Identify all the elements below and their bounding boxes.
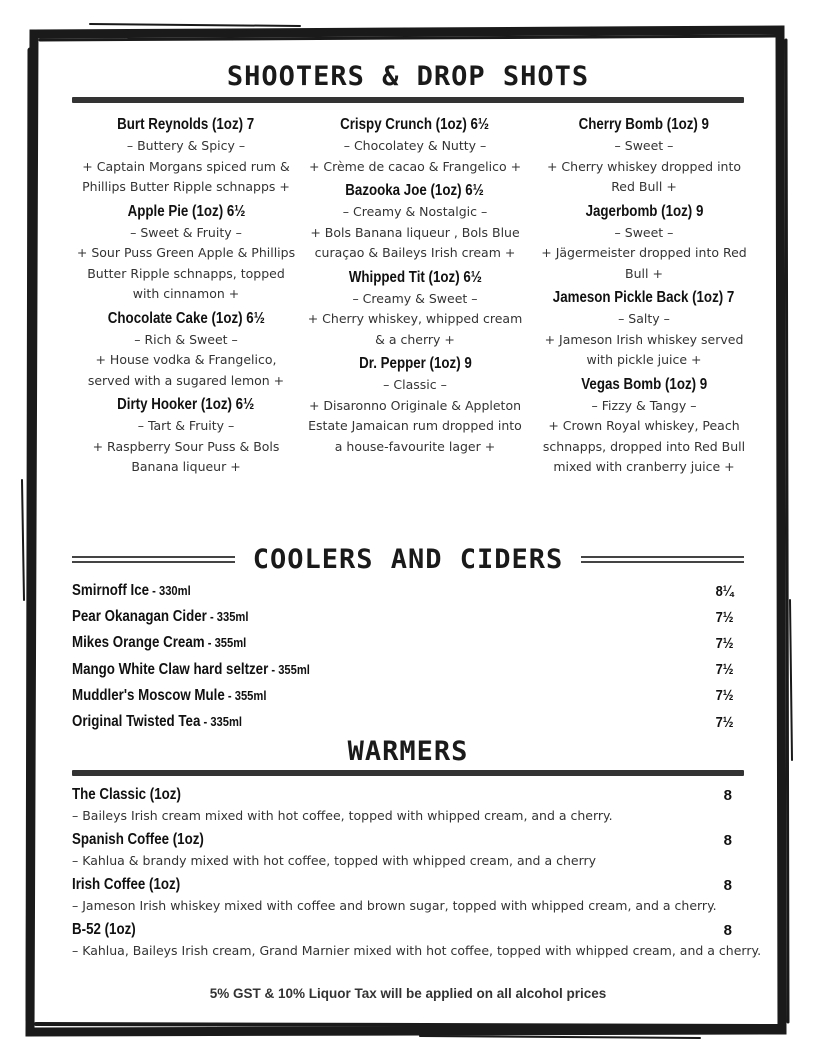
menu-item — [300, 353, 530, 457]
cooler-price: 7½ — [715, 687, 734, 705]
item-tagline: – Fizzy & Tangy – — [591, 397, 697, 413]
cooler-name: Mango White Claw hard seltzer — [72, 660, 269, 678]
menu-item — [72, 394, 300, 478]
cooler-price: 7½ — [715, 634, 734, 652]
cooler-size: - 355ml — [224, 687, 267, 703]
item-name: Jagerbomb (1oz) 9 — [585, 202, 703, 220]
warmer-description: – Jameson Irish whiskey mixed with coffee and brown sugar, topped with whipped cream, and a cherry. — [72, 898, 717, 913]
item-name: Jameson Pickle Back (1oz) 7 — [553, 289, 735, 306]
coolers-list — [72, 578, 744, 735]
item-description: + Jameson Irish whiskey served with pickle juice + — [544, 331, 744, 367]
item-tagline: – Chocolatey & Nutty – — [343, 138, 487, 153]
item-description: + Jägermeister dropped into Red Bull + — [541, 245, 747, 281]
item-tagline: – Rich & Sweet – — [134, 331, 238, 347]
warmer-price: 8 — [723, 786, 732, 804]
warmers-list — [72, 784, 762, 964]
menu-item — [530, 374, 758, 478]
cooler-name: Original Twisted Tea — [72, 713, 201, 731]
item-description: + Bols Banana liqueur , Bols Blue curaçao & Baileys Irish cream + — [310, 224, 520, 260]
warmers-section-title: WARMERS — [347, 736, 469, 767]
menu-item — [72, 201, 300, 305]
shooters-column-1 — [72, 114, 300, 481]
cooler-label — [72, 634, 246, 652]
cooler-name: Muddler's Moscow Mule — [72, 686, 225, 704]
list-item — [72, 874, 744, 916]
cooler-price: 7½ — [715, 608, 734, 626]
item-tagline: – Creamy & Nostalgic – — [342, 204, 488, 219]
list-item — [72, 919, 762, 961]
coolers-section-title: COOLERS AND CIDERS — [252, 543, 564, 575]
item-tagline: – Salty – — [618, 311, 670, 326]
list-item — [72, 709, 744, 735]
item-tagline: – Tart & Fruity – — [137, 418, 235, 433]
cooler-price: 8¼ — [715, 582, 734, 600]
item-description: + Sour Puss Green Apple & Phillips Butter Ripple schnapps, topped with cinnamon + — [76, 245, 296, 301]
item-name: Bazooka Joe (1oz) 6½ — [345, 182, 485, 199]
list-item — [72, 683, 744, 709]
item-name: Chocolate Cake (1oz) 6½ — [107, 309, 265, 327]
item-description: + Crown Royal whiskey, Peach schnapps, dropped into Red Bull mixed with cranberry juice + — [542, 418, 746, 474]
cooler-label — [72, 661, 310, 679]
item-name: Crispy Crunch (1oz) 6½ — [340, 116, 490, 133]
warmer-description: – Kahlua, Baileys Irish cream, Grand Marnier mixed with hot coffee, topped with whipped cream, and a cherry. — [72, 943, 762, 958]
list-item — [72, 657, 744, 683]
list-item — [72, 829, 744, 871]
cooler-size: - 330ml — [149, 583, 191, 599]
menu-item — [300, 114, 530, 177]
item-description: + Disaronno Originale & Appleton Estate Jamaican rum dropped into a house-favourite lager + — [308, 397, 522, 454]
item-description: + Cherry whiskey, whipped cream & a cherry + — [307, 311, 523, 347]
warmers-divider — [72, 770, 744, 776]
warmer-header — [72, 829, 744, 851]
shooters-column-3 — [530, 114, 758, 481]
item-name: Dr. Pepper (1oz) 9 — [358, 355, 472, 372]
warmer-header — [72, 784, 744, 806]
item-tagline: – Sweet – — [614, 224, 674, 240]
cooler-price: 7½ — [715, 713, 734, 731]
menu-item — [300, 180, 530, 264]
cooler-size: - 335ml — [200, 714, 243, 730]
shooters-divider — [72, 97, 744, 103]
cooler-label — [72, 713, 242, 731]
menu-item — [530, 114, 758, 198]
list-item — [72, 578, 744, 604]
cooler-name: Pear Okanagan Cider — [72, 608, 207, 626]
menu-item — [72, 308, 300, 392]
cooler-name: Smirnoff Ice — [72, 582, 150, 600]
cooler-name: Mikes Orange Cream — [72, 634, 205, 652]
menu-item — [72, 114, 300, 198]
menu-item — [300, 267, 530, 351]
item-description: + Captain Morgans spiced rum & Phillips Butter Ripple schnapps + — [82, 158, 290, 194]
warmer-name: Irish Coffee (1oz) — [72, 876, 181, 893]
warmer-price: 8 — [723, 831, 732, 849]
coolers-header — [72, 542, 744, 576]
cooler-label — [72, 687, 266, 705]
warmer-price: 8 — [723, 876, 732, 894]
menu-item — [530, 287, 758, 371]
shooters-column-2 — [300, 114, 530, 481]
item-tagline: – Creamy & Sweet – — [352, 290, 478, 306]
warmer-header — [72, 919, 744, 941]
item-description: + House vodka & Frangelico, served with a sugared lemon + — [87, 352, 285, 388]
cooler-label — [72, 582, 191, 600]
item-description: + Raspberry Sour Puss & Bols Banana liqueur + — [92, 438, 280, 474]
item-tagline: – Sweet & Fruity – — [130, 224, 242, 240]
list-item — [72, 630, 744, 656]
list-item — [72, 604, 744, 630]
item-name: Whipped Tit (1oz) 6½ — [348, 268, 482, 286]
item-tagline: – Classic – — [383, 377, 447, 392]
cooler-size: - 355ml — [268, 661, 310, 677]
warmer-description: – Kahlua & brandy mixed with hot coffee, topped with whipped cream, and a cherry — [72, 853, 597, 868]
coolers-divider-right — [581, 556, 744, 563]
item-tagline: – Buttery & Spicy – — [126, 138, 246, 153]
warmer-header — [72, 874, 744, 896]
warmer-name: The Classic (1oz) — [72, 786, 181, 803]
item-name: Vegas Bomb (1oz) 9 — [581, 375, 707, 393]
item-description: + Crème de cacao & Frangelico + — [308, 158, 522, 174]
cooler-size: - 335ml — [206, 609, 249, 625]
warmer-price: 8 — [723, 921, 732, 939]
cooler-price: 7½ — [715, 661, 734, 679]
tax-footnote: 5% GST & 10% Liquor Tax will be applied on all alcohol prices — [209, 986, 607, 1001]
shooters-section-title: SHOOTERS & DROP SHOTS — [226, 61, 590, 92]
item-name: Burt Reynolds (1oz) 7 — [117, 116, 255, 133]
item-description: + Cherry whiskey dropped into Red Bull + — [546, 158, 742, 194]
warmer-name: Spanish Coffee (1oz) — [72, 831, 204, 848]
coolers-divider-left — [72, 556, 235, 563]
item-name: Apple Pie (1oz) 6½ — [127, 202, 245, 220]
item-tagline: – Sweet – — [614, 138, 674, 153]
cooler-label — [72, 608, 248, 626]
warmer-description: – Baileys Irish cream mixed with hot coffee, topped with whipped cream, and a cherry. — [72, 808, 613, 823]
item-name: Dirty Hooker (1oz) 6½ — [117, 396, 255, 413]
item-name: Cherry Bomb (1oz) 9 — [578, 116, 710, 133]
menu-item — [530, 201, 758, 285]
cooler-size: - 355ml — [204, 635, 247, 651]
warmer-name: B-52 (1oz) — [72, 921, 136, 938]
shooters-columns — [72, 114, 758, 481]
list-item — [72, 784, 744, 826]
